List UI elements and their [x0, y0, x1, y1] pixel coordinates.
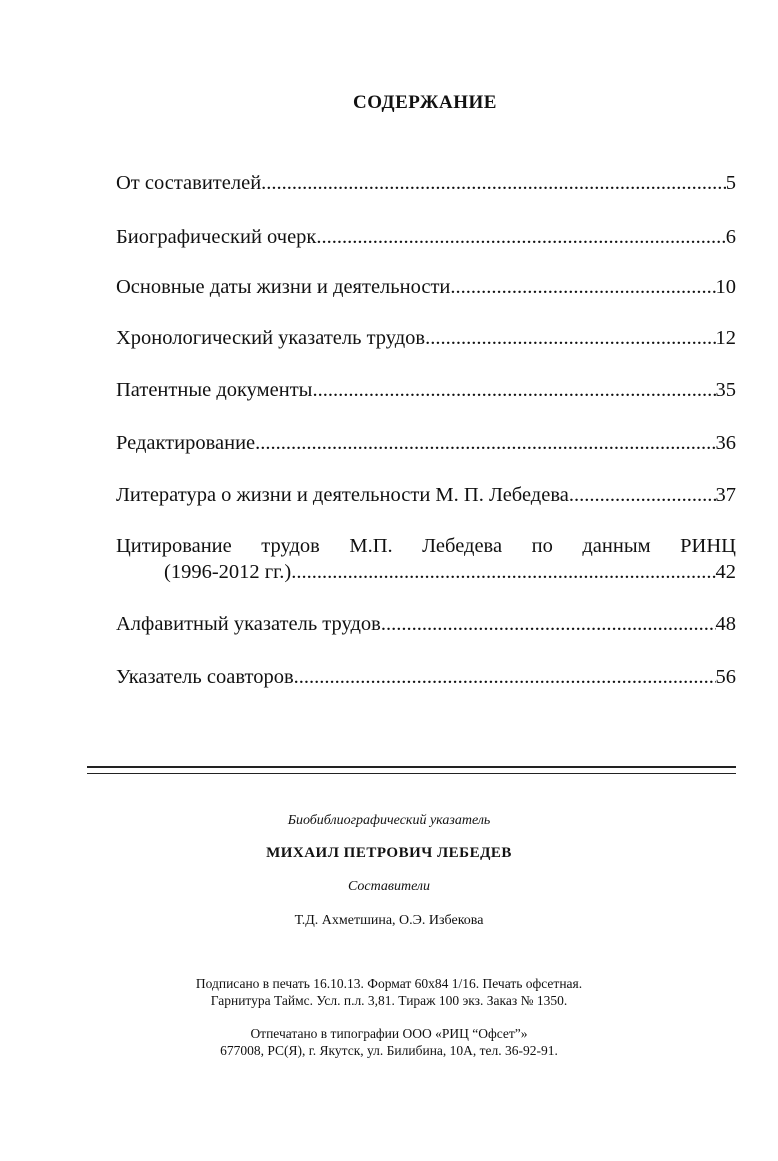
toc-entry: [116, 170, 736, 196]
toc-entry-label-line1: [116, 533, 736, 559]
toc-leader-dots: [261, 170, 726, 196]
imprint-print-line: Гарнитура Таймс. Усл. п.л. 3,81. Тираж 100 экз. Заказ № 1350.: [210, 993, 568, 1008]
toc-entry-label: Литература о жизни и деятельности М. П. Лебедева: [116, 484, 569, 506]
divider-rule-bottom: [87, 773, 736, 774]
toc-entry-page: 10: [715, 276, 736, 298]
contents-title: СОДЕРЖАНИЕ: [353, 92, 497, 113]
toc-word: данным: [582, 535, 651, 557]
toc-entry-label: Хронологический указатель трудов: [116, 327, 426, 349]
toc-entry: [116, 325, 736, 351]
divider-rule-top: [87, 766, 736, 768]
toc-leader-dots: [381, 611, 716, 637]
toc-entry-page: 36: [715, 432, 736, 454]
imprint-compilers-label: Составители: [347, 879, 431, 894]
toc-leader-dots: [312, 377, 715, 403]
toc-entry-label-line2: [116, 559, 736, 585]
imprint-compilers: Т.Д. Ахметшина, О.Э. Избекова: [294, 913, 484, 928]
imprint-press-line: 677008, РС(Я), г. Якутск, ул. Билибина, 10А, тел. 36-92-91.: [220, 1043, 558, 1058]
toc-entry: [116, 533, 736, 585]
toc-entry-label: От составителей: [116, 172, 262, 194]
toc-entry: [116, 224, 736, 250]
toc-entry: [116, 664, 736, 690]
toc-word: Цитирование: [116, 535, 232, 557]
toc-entry-label: (1996-2012 гг.): [164, 561, 292, 583]
toc-entry: [116, 482, 736, 508]
toc-entry-page: 5: [725, 172, 736, 194]
imprint-print-line: Подписано в печать 16.10.13. Формат 60х84 1/16. Печать офсетная.: [195, 976, 583, 991]
toc-entry-label: Редактирование: [116, 432, 256, 454]
toc-word: М.П.: [349, 535, 393, 557]
toc-entry-label: Алфавитный указатель трудов: [116, 613, 381, 635]
toc-entry: [116, 377, 736, 403]
toc-leader-dots: [255, 430, 715, 456]
toc-leader-dots: [291, 559, 715, 585]
toc-entry-page: 12: [715, 327, 736, 349]
toc-leader-dots: [450, 274, 715, 300]
toc-entry-label: Биографический очерк: [116, 226, 317, 248]
toc-entry-page: 37: [715, 484, 736, 506]
toc-leader-dots: [425, 325, 715, 351]
toc-entry-label: Указатель соавторов: [116, 666, 294, 688]
toc-entry-page: 42: [715, 561, 736, 583]
imprint-genre: Биобиблиографический указатель: [287, 813, 491, 828]
toc-leader-dots: [316, 224, 725, 250]
toc-entry-page: 6: [725, 226, 736, 248]
toc-entry-label: Патентные документы: [116, 379, 313, 401]
toc-word: Лебедева: [422, 535, 503, 557]
imprint-press-details: [0, 1025, 778, 1059]
toc-entry-page: 56: [715, 666, 736, 688]
imprint-subject: МИХАИЛ ПЕТРОВИЧ ЛЕБЕДЕВ: [266, 845, 512, 861]
toc-entry: [116, 274, 736, 300]
toc-entry: [116, 430, 736, 456]
imprint-press-line: Отпечатано в типографии ООО «РИЦ “Офсет”»: [250, 1026, 528, 1041]
imprint-print-details: [0, 975, 778, 1009]
toc-word: трудов: [261, 535, 320, 557]
toc-word: по: [531, 535, 553, 557]
toc-entry-page: 35: [715, 379, 736, 401]
toc-leader-dots: [569, 482, 716, 508]
toc-entry-label: Основные даты жизни и деятельности: [116, 276, 451, 298]
toc-entry: [116, 611, 736, 637]
toc-entry-page: 48: [715, 613, 736, 635]
toc-leader-dots: [294, 664, 716, 690]
toc-word: РИНЦ: [680, 535, 736, 557]
